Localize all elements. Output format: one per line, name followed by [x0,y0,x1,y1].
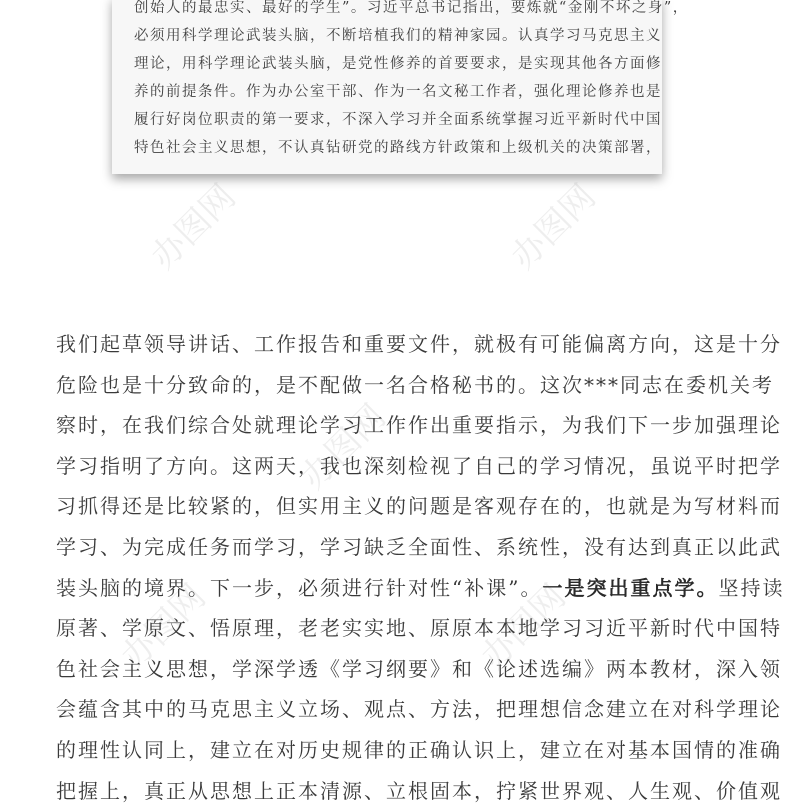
quoted-document-card [112,0,689,174]
body-line: 把握上，真正从思想上正本清源、立根固本，拧紧世界观、人生观、价值观 [56,778,782,803]
watermark: 办图网 [113,576,214,678]
body-line: 我们起草领导讲话、工作报告和重要文件，就极有可能偏离方向，这是十分 [56,332,782,356]
watermark: 办图网 [473,576,574,678]
body-line: 的理性认同上，建立在对历史规律的正确认识上，建立在对基本国情的准确 [56,737,782,762]
body-line: 会蕴含其中的马克思主义立场、观点、方法，把理想信念建立在对科学理论 [56,697,782,722]
body-paragraph [56,324,785,811]
card-line: 养的前提条件。作为办公室干部、作为一名文秘工作者，强化理论修养也是 [134,84,662,100]
card-line: 创始人的最忠实、最好的学生”。习近平总书记指出，要炼就“金刚不坏之身”， [134,0,689,16]
body-line-with-bold [56,568,785,609]
card-line: 特色社会主义思想，不认真钻研党的路线方针政策和上级机关的决策部署， [134,140,662,156]
body-line: 学习指明了方向。这两天，我也深刻检视了自己的学习情况，虽说平时把学 [56,453,782,478]
body-line: 习抓得还是比较紧的，但实用主义的问题是客观存在的，也就是为写材料而 [56,494,782,519]
card-line: 履行好岗位职责的第一要求，不深入学习并全面系统掌握习近平新时代中国 [134,112,662,128]
body-line: 危险也是十分致命的，是不配做一名合格秘书的。这次***同志在委机关考 [56,372,774,397]
body-line: 原著、学原文、悟原理，老老实实地、原原本本地学习习近平新时代中国特 [56,616,782,641]
bold-heading-run: 一是突出重点学。 [542,575,719,600]
card-line: 理论，用科学理论武装头脑，是党性修养的首要要求，是实现其他各方面修 [134,56,662,72]
watermark: 办图网 [503,176,604,278]
body-line: 色社会主义思想，学深学透《学习纲要》和《论述选编》两本教材，深入领 [56,656,782,681]
body-line: 学习、为完成任务而学习，学习缺乏全面性、系统性，没有达到真正以此武 [56,534,782,559]
text-run: 装头脑的境界。下一步，必须进行针对性“补课”。 [56,575,543,600]
watermark: 办图网 [143,176,244,278]
text-run: 坚持读 [718,575,785,600]
card-line: 必须用科学理论武装头脑，不断培植我们的精神家园。认真学习马克思主义 [134,28,662,44]
body-line: 察时，在我们综合处就理论学习工作作出重要指示，为我们下一步加强理论 [56,413,782,438]
watermark: 办图网 [293,396,394,498]
